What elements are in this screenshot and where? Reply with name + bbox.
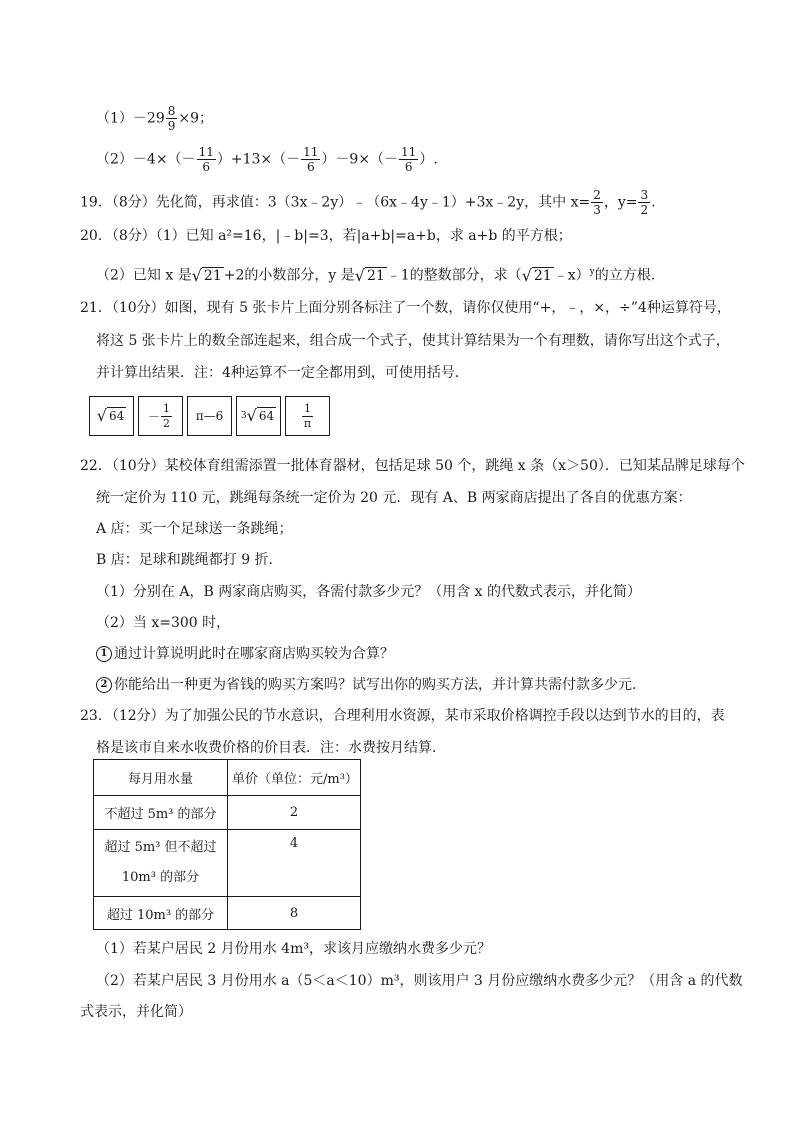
question-23-line2: 格是该市自来水收费价格的价目表．注：水费按月结算． — [96, 740, 446, 756]
table-cell: 超过 5m³ 但不超过 10m³ 的部分 — [94, 830, 228, 897]
question-21-line3: 并计算出结果．注：4种运算不一定全都用到，可使用括号． — [96, 365, 469, 381]
sqrt: √ 21 — [521, 265, 552, 285]
q18-part2: （2）－4×（－ $\frac{11}{6}$ ）+13×（－ $\frac{11}{6}$ ）－9×（－ $\frac{11}{6}$ ）. — [96, 145, 438, 174]
table-cell: 超过 10m³ 的部分 — [94, 897, 228, 930]
question-22-line7: 1 通过计算说明此时在哪家商店购买较为合算？ — [96, 644, 394, 664]
question-23-line4: （2）若某户居民 3 月份用水 a（5＜a＜10）m³，则该用户 3 月份应缴纳水费多少元？（用含 a 的代数 — [96, 973, 743, 989]
question-22-line2: 统一定价为 110 元，跳绳每条统一定价为 20 元．现有 A、B 两家商店提出了各自的优惠方案： — [96, 490, 692, 506]
number-cards — [89, 396, 330, 436]
fraction: $\frac{2}{3}$ — [593, 188, 601, 217]
card-sqrt64: √ 64 — [89, 396, 134, 436]
question-23-line3: （1）若某户居民 2 月份用水 4m³，求该月应缴纳水费多少元？ — [96, 941, 491, 957]
q18-part1: （1）－29 $\frac{8}{9}$ ×9； — [96, 104, 214, 133]
table-header-row — [94, 760, 361, 796]
part-label: （1） — [96, 110, 133, 127]
question-22-line3: A 店：买一个足球送一条跳绳； — [96, 521, 293, 537]
fraction: $\frac{11}{6}$ — [303, 145, 319, 174]
question-23-line5: 式表示，并化简） — [80, 1004, 192, 1020]
card-neg-half: － $\frac{1}{2}$ — [138, 396, 183, 436]
fraction: $\frac{8}{9}$ — [167, 104, 176, 133]
card-one-over-pi: $\frac{1}{\pi}$ — [285, 396, 330, 436]
sqrt: √ 21 — [354, 265, 385, 285]
question-19: 19．（8分）先化简，再求值：3（3x﹣2y）﹣（6x﹣4y﹣1）+3x﹣2y，其中 x= $\frac{2}{3}$ ，y= $\frac{3}{2}$ . — [80, 188, 656, 217]
question-23-line1: 23．（12分）为了加强公民的节水意识，合理利用水资源，某市采取价格调控手段以达到节水的目的，表 — [80, 708, 725, 724]
card-pi-minus-6: π—6 — [187, 396, 232, 436]
question-22-line6: （2）当 x=300 时， — [96, 615, 231, 631]
question-21-line1: 21．（10分）如图，现有 5 张卡片上面分别各标注了一个数，请你仅使用“+，﹣，×，÷”4种运算符号， — [80, 300, 731, 316]
fraction: $\frac{3}{2}$ — [640, 188, 649, 217]
question-22-line4: B 店：足球和跳绳都打 9 折． — [96, 552, 283, 568]
table-cell: 2 — [228, 796, 361, 830]
question-20-line2: （2）已知 x 是 √ 21 +2的小数部分，y 是 √ 21 ﹣1的整数部分，求（ √ 21 ﹣x）$^y$的立方根. — [96, 265, 656, 285]
question-20-line1: 20．（8分）（1）已知 a²=16，|﹣b|=3，若|a+b|=a+b，求 a+b 的平方根； — [80, 228, 572, 244]
table-row — [94, 897, 361, 930]
fraction: $\frac{11}{6}$ — [198, 145, 214, 174]
question-22-line8: 2 你能给出一种更为省钱的购买方案吗？试写出你的购买方法，并计算共需付款多少元． — [96, 675, 646, 695]
circled-1: 1 — [96, 646, 112, 662]
fraction: $\frac{11}{6}$ — [401, 145, 417, 174]
table-cell: 4 — [228, 830, 361, 897]
sqrt: √ 21 — [191, 265, 222, 285]
circled-2: 2 — [96, 677, 112, 693]
table-cell: 不超过 5m³ 的部分 — [94, 796, 228, 830]
card-cbrt64: 3 √ 64 — [236, 396, 281, 436]
table-cell: 8 — [228, 897, 361, 930]
question-22-line1: 22．（10分）某校体育组需添置一批体育器材，包括足球 50 个，跳绳 x 条（x＞50）．已知某品牌足球每个 — [80, 458, 745, 474]
table-header-cell: 单价（单位：元/m³） — [228, 760, 361, 796]
table-row — [94, 796, 361, 830]
question-21-line2: 将这 5 张卡片上的数全部连起来，组合成一个式子，使其计算结果为一个有理数，请你写出这个式子， — [96, 333, 730, 349]
question-22-line5: （1）分别在 A，B 两家商店购买，各需付款多少元？（用含 x 的代数式表示，并化简） — [96, 584, 641, 600]
table-row — [94, 830, 361, 897]
water-price-table — [93, 759, 361, 930]
table-header-cell: 每月用水量 — [94, 760, 228, 796]
